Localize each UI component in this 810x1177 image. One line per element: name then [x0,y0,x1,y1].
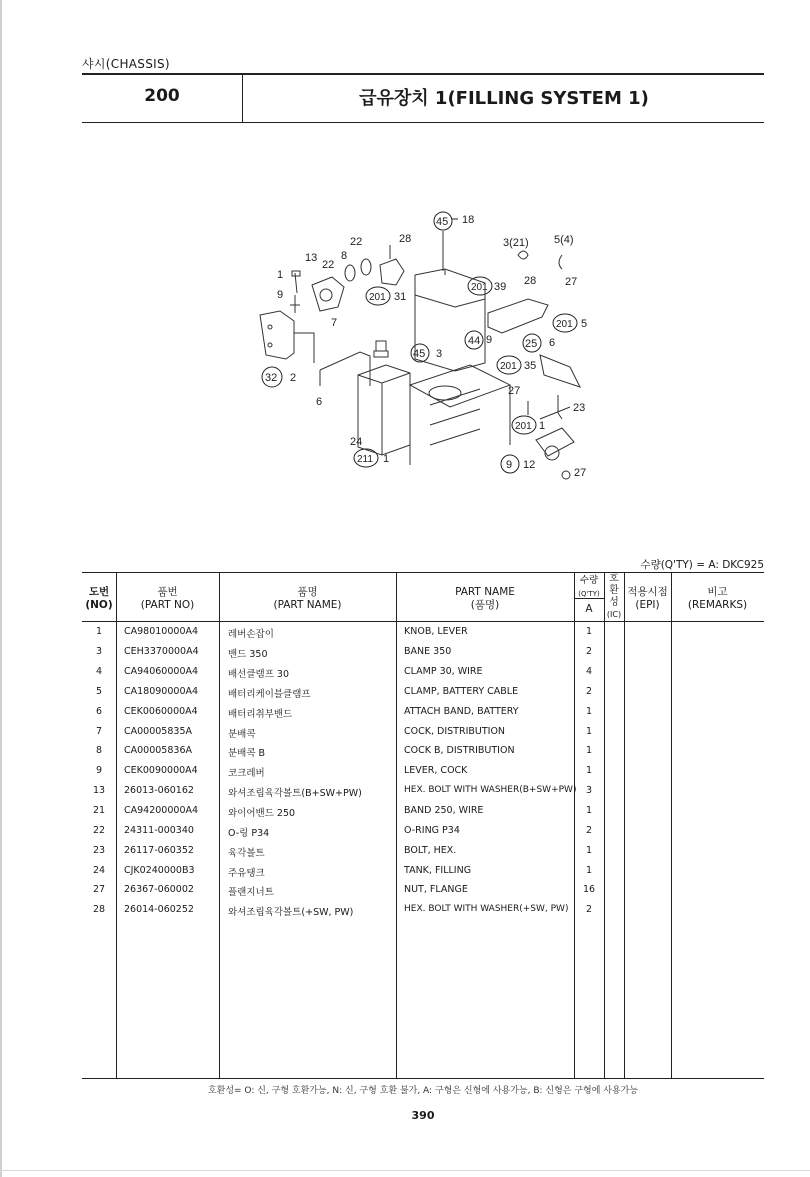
header-qty: 수량 (Q'TY) [578,575,600,598]
ref-7: 7 [331,317,338,329]
ref-27b: 27 [508,385,521,397]
callout-201-5 [553,314,587,332]
svg-text:45: 45 [436,216,449,228]
header-part-name-en: PART NAME (품명) [455,586,515,611]
col-divider-name-en [574,572,575,1078]
page-number: 200 [144,86,180,106]
qty-note: 수량(Q'TY) = A: DKC925 [640,559,764,571]
svg-text:201: 201 [515,421,532,432]
ref-28: 28 [399,233,412,245]
svg-text:3: 3 [436,348,443,360]
table-bottom-rule [82,1078,764,1079]
table-header-rule [82,621,764,622]
svg-text:9: 9 [506,459,513,471]
svg-text:45: 45 [413,348,426,360]
exploded-parts-diagram [240,205,600,495]
col-divider-epi [671,572,672,1078]
header-epi: 적용시점 (EPI) [627,586,668,611]
ref-9: 9 [277,289,284,301]
svg-text:39: 39 [494,281,507,293]
compatibility-footnote: 호환성= O: 신, 구형 호환가능, N: 신, 구형 호환 불가, A: 구형은 신형에 사용가능, B: 신형은 구형에 사용가능 [207,1086,639,1096]
ref-24: 24 [350,436,363,448]
ref-5-4: 5(4) [554,234,574,246]
header-part-name-ko: 품명 (PART NAME) [273,586,342,611]
svg-text:18: 18 [462,214,475,226]
svg-text:31: 31 [394,291,407,303]
ref-1: 1 [277,269,284,281]
header-ic: 호 환 성 (IC) [606,573,622,619]
svg-text:9: 9 [486,334,493,346]
header-qty-col: A [585,603,593,615]
header-divider [242,75,243,122]
callout-25-6 [523,334,555,352]
callout-201-39 [468,277,506,295]
page-title: 급유장치 1(FILLING SYSTEM 1) [359,88,649,109]
svg-text:44: 44 [468,335,481,347]
svg-text:201: 201 [500,361,517,372]
svg-text:27: 27 [574,467,587,479]
ref-28b: 28 [524,275,537,287]
callout-9-12 [501,455,586,479]
svg-text:6: 6 [549,337,556,349]
callout-44 [465,331,492,349]
svg-text:211: 211 [357,454,373,465]
svg-text:12: 12 [523,459,536,471]
callout-32-2 [262,367,296,387]
col-divider-name-ko [396,572,397,1078]
ref-22b: 22 [322,259,335,271]
ref-13: 13 [305,252,318,264]
svg-text:32: 32 [265,372,278,384]
ref-27: 27 [565,276,578,288]
section-label: 샤시(CHASSIS) [82,57,170,71]
callout-201-31 [366,287,406,305]
header-part-no: 품번 (PART NO) [140,586,195,611]
col-divider-part-no [219,572,220,1078]
col-divider-no [116,572,117,1078]
callout-45-18 [434,212,474,230]
svg-text:5: 5 [581,318,588,330]
svg-text:1: 1 [539,420,546,432]
footer-page-number: 390 [411,1109,435,1122]
col-divider-qty [604,572,605,1078]
ref-6: 6 [316,396,323,408]
col-divider-ic [624,572,625,1078]
ref-3-21: 3(21) [503,237,529,249]
callout-201-35 [497,356,536,374]
svg-text:25: 25 [525,338,538,350]
page-edge [0,0,2,1177]
ref-22: 22 [350,236,363,248]
svg-text:201: 201 [369,292,386,303]
header-top-rule [82,73,764,75]
svg-text:2: 2 [290,372,297,384]
svg-text:201: 201 [556,319,573,330]
svg-text:35: 35 [524,360,537,372]
bottom-edge [0,1170,810,1171]
ref-23: 23 [573,402,586,414]
svg-text:201: 201 [471,282,488,293]
header-bottom-rule [82,122,764,123]
svg-text:1: 1 [383,453,390,465]
header-remarks: 비고 (REMARKS) [687,586,748,611]
table-top-rule [82,572,764,573]
header-no: 도번 (NO) [85,586,113,611]
ref-8: 8 [341,250,348,262]
